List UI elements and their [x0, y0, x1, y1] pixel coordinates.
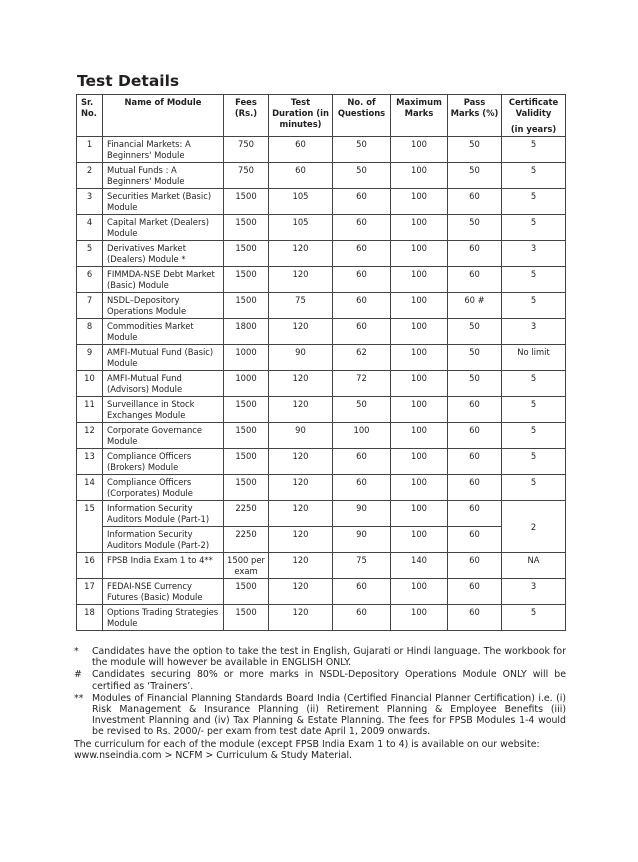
cell-fees: 1500 per exam — [224, 553, 269, 579]
cell-validity: No limit — [502, 345, 566, 371]
cell-fees: 1500 — [224, 267, 269, 293]
cell-duration: 120 — [269, 579, 333, 605]
cell-sr: 12 — [77, 423, 103, 449]
cell-pass: 50 — [448, 163, 502, 189]
cell-questions: 60 — [333, 319, 391, 345]
cell-fees: 1000 — [224, 371, 269, 397]
cell-questions: 100 — [333, 423, 391, 449]
cell-fees: 1500 — [224, 397, 269, 423]
cell-name: Compliance Officers (Brokers) Module — [103, 449, 224, 475]
header-max-marks: Maximum Marks — [391, 95, 448, 137]
cell-name: Options Trading Strategies Module — [103, 605, 224, 631]
cell-max: 100 — [391, 423, 448, 449]
cell-questions: 60 — [333, 605, 391, 631]
cell-duration: 120 — [269, 449, 333, 475]
cell-validity: 5 — [502, 605, 566, 631]
cell-duration: 120 — [269, 501, 333, 527]
cell-validity: 3 — [502, 319, 566, 345]
table-row — [77, 189, 566, 215]
cell-duration: 120 — [269, 319, 333, 345]
cell-max: 100 — [391, 267, 448, 293]
cell-sr: 3 — [77, 189, 103, 215]
cell-validity: 5 — [502, 423, 566, 449]
cell-sr: 5 — [77, 241, 103, 267]
cell-questions: 50 — [333, 137, 391, 163]
cell-questions: 60 — [333, 267, 391, 293]
cell-pass: 60 — [448, 241, 502, 267]
table-row — [77, 163, 566, 189]
cell-name: Mutual Funds : A Beginners' Module — [103, 163, 224, 189]
cell-max: 100 — [391, 501, 448, 527]
cell-validity: 2 — [502, 501, 566, 553]
cell-fees: 1500 — [224, 241, 269, 267]
cell-name: FEDAI-NSE Currency Futures (Basic) Module — [103, 579, 224, 605]
cell-validity: NA — [502, 553, 566, 579]
note-text: Candidates have the option to take the test in English, Gujarati or Hindi language. The workbook for the module will however be available in ENGLISH ONLY. — [92, 646, 566, 669]
note-asterisk — [74, 646, 566, 668]
header-row — [77, 95, 566, 137]
cell-questions: 60 — [333, 449, 391, 475]
cell-questions: 60 — [333, 241, 391, 267]
note-mark: ** — [74, 692, 84, 704]
cell-max: 100 — [391, 319, 448, 345]
header-questions: No. of Questions — [333, 95, 391, 137]
cell-max: 100 — [391, 163, 448, 189]
table-row — [77, 319, 566, 345]
cell-max: 100 — [391, 579, 448, 605]
cell-name: Securities Market (Basic) Module — [103, 189, 224, 215]
cell-sr: 18 — [77, 605, 103, 631]
table-row — [77, 501, 566, 527]
cell-validity: 3 — [502, 579, 566, 605]
cell-fees: 1500 — [224, 605, 269, 631]
cell-duration: 120 — [269, 605, 333, 631]
cell-sr: 2 — [77, 163, 103, 189]
cell-pass: 60 — [448, 475, 502, 501]
cell-max: 100 — [391, 345, 448, 371]
cell-sr: 1 — [77, 137, 103, 163]
table-row — [77, 345, 566, 371]
cell-name: Financial Markets: A Beginners' Module — [103, 137, 224, 163]
cell-fees: 1500 — [224, 293, 269, 319]
table-row — [77, 215, 566, 241]
table-row — [77, 527, 566, 553]
cell-pass: 60 — [448, 553, 502, 579]
cell-validity: 5 — [502, 267, 566, 293]
cell-max: 100 — [391, 397, 448, 423]
cell-duration: 120 — [269, 527, 333, 553]
cell-validity: 5 — [502, 163, 566, 189]
cell-max: 100 — [391, 189, 448, 215]
cell-max: 100 — [391, 293, 448, 319]
cell-sr: 6 — [77, 267, 103, 293]
cell-duration: 60 — [269, 163, 333, 189]
cell-pass: 60 — [448, 267, 502, 293]
notes — [74, 646, 566, 761]
header-validity-unit: (in years) — [510, 124, 557, 134]
cell-fees: 750 — [224, 137, 269, 163]
header-name: Name of Module — [103, 95, 224, 137]
cell-sr: 14 — [77, 475, 103, 501]
cell-fees: 2250 — [224, 527, 269, 553]
cell-duration: 90 — [269, 345, 333, 371]
note-text: Modules of Financial Planning Standards Board India (Certified Financial Planner Certification) i.e. (i) Risk Management & Insurance Planning (ii) Retirement Planning & Employee Benefits (iii) Investment Planning and (iv) Tax Planning & Estate Planning. The fees for FPSB Modules 1-4 would be revised to Rs. 2000/- per exam from test date April 1, 2009 onwards. — [92, 692, 566, 738]
cell-duration: 120 — [269, 267, 333, 293]
cell-fees: 1500 — [224, 215, 269, 241]
note-text: Candidates securing 80% or more marks in NSDL-Depository Operations Module ONLY will be certified as ‘Trainers’. — [92, 669, 566, 692]
note-hash — [74, 669, 566, 691]
cell-name: Corporate Governance Module — [103, 423, 224, 449]
cell-pass: 60 — [448, 579, 502, 605]
cell-max: 100 — [391, 215, 448, 241]
cell-fees: 1500 — [224, 189, 269, 215]
cell-name: Commodities Market Module — [103, 319, 224, 345]
cell-questions: 62 — [333, 345, 391, 371]
cell-max: 100 — [391, 449, 448, 475]
table-row — [77, 397, 566, 423]
cell-fees: 2250 — [224, 501, 269, 527]
cell-duration: 105 — [269, 215, 333, 241]
cell-name: Surveillance in Stock Exchanges Module — [103, 397, 224, 423]
cell-questions: 60 — [333, 475, 391, 501]
cell-questions: 90 — [333, 527, 391, 553]
header-sr: Sr. No. — [77, 95, 103, 137]
cell-duration: 120 — [269, 553, 333, 579]
cell-pass: 60 — [448, 397, 502, 423]
cell-questions: 60 — [333, 579, 391, 605]
cell-pass: 50 — [448, 345, 502, 371]
cell-sr: 11 — [77, 397, 103, 423]
cell-name: FIMMDA-NSE Debt Market (Basic) Module — [103, 267, 224, 293]
cell-validity: 5 — [502, 215, 566, 241]
table-row — [77, 553, 566, 579]
cell-pass: 60 — [448, 605, 502, 631]
table-row — [77, 371, 566, 397]
cell-pass: 50 — [448, 137, 502, 163]
cell-questions: 60 — [333, 293, 391, 319]
table-row — [77, 605, 566, 631]
cell-validity: 5 — [502, 449, 566, 475]
cell-name: Derivatives Market (Dealers) Module * — [103, 241, 224, 267]
cell-fees: 1500 — [224, 579, 269, 605]
cell-max: 140 — [391, 553, 448, 579]
cell-fees: 750 — [224, 163, 269, 189]
table-row — [77, 579, 566, 605]
cell-duration: 60 — [269, 137, 333, 163]
table-row — [77, 241, 566, 267]
cell-questions: 60 — [333, 189, 391, 215]
cell-pass: 60 — [448, 423, 502, 449]
cell-name: FPSB India Exam 1 to 4** — [103, 553, 224, 579]
table-row — [77, 449, 566, 475]
cell-questions: 72 — [333, 371, 391, 397]
cell-max: 100 — [391, 137, 448, 163]
header-validity-label: Certificate Validity — [508, 97, 559, 118]
cell-name: Information Security Auditors Module (Part-2) — [103, 527, 224, 553]
table-row — [77, 137, 566, 163]
table-row — [77, 267, 566, 293]
cell-sr: 7 — [77, 293, 103, 319]
cell-max: 100 — [391, 605, 448, 631]
cell-validity: 5 — [502, 137, 566, 163]
note-mark: # — [74, 669, 82, 681]
cell-pass: 60 — [448, 449, 502, 475]
cell-duration: 120 — [269, 475, 333, 501]
cell-validity: 5 — [502, 371, 566, 397]
cell-pass: 50 — [448, 215, 502, 241]
cell-max: 100 — [391, 475, 448, 501]
header-pass-marks: Pass Marks (%) — [448, 95, 502, 137]
cell-sr: 8 — [77, 319, 103, 345]
cell-sr: 4 — [77, 215, 103, 241]
cell-name: Information Security Auditors Module (Part-1) — [103, 501, 224, 527]
cell-name: AMFI-Mutual Fund (Basic) Module — [103, 345, 224, 371]
cell-sr: 16 — [77, 553, 103, 579]
cell-max: 100 — [391, 527, 448, 553]
cell-questions: 60 — [333, 215, 391, 241]
cell-questions: 50 — [333, 397, 391, 423]
cell-max: 100 — [391, 371, 448, 397]
cell-questions: 50 — [333, 163, 391, 189]
cell-sr: 9 — [77, 345, 103, 371]
table-row — [77, 293, 566, 319]
cell-duration: 120 — [269, 241, 333, 267]
cell-pass: 50 — [448, 371, 502, 397]
cell-name: Capital Market (Dealers) Module — [103, 215, 224, 241]
cell-pass: 50 — [448, 319, 502, 345]
cell-name: Compliance Officers (Corporates) Module — [103, 475, 224, 501]
cell-fees: 1800 — [224, 319, 269, 345]
table-row — [77, 423, 566, 449]
cell-questions: 90 — [333, 501, 391, 527]
note-mark: * — [74, 646, 79, 657]
cell-duration: 105 — [269, 189, 333, 215]
header-fees: Fees (Rs.) — [224, 95, 269, 137]
cell-name: AMFI-Mutual Fund (Advisors) Module — [103, 371, 224, 397]
cell-duration: 75 — [269, 293, 333, 319]
footer-line-2: www.nseindia.com > NCFM > Curriculum & Study Material. — [74, 749, 353, 761]
cell-validity: 5 — [502, 475, 566, 501]
cell-validity: 5 — [502, 189, 566, 215]
cell-max: 100 — [391, 241, 448, 267]
cell-sr: 13 — [77, 449, 103, 475]
cell-validity: 5 — [502, 293, 566, 319]
page-title: Test Details — [77, 72, 180, 90]
cell-pass: 60 — [448, 189, 502, 215]
cell-fees: 1500 — [224, 449, 269, 475]
cell-fees: 1500 — [224, 423, 269, 449]
header-validity — [502, 95, 566, 137]
cell-pass: 60 # — [448, 293, 502, 319]
cell-sr: 17 — [77, 579, 103, 605]
cell-validity: 5 — [502, 397, 566, 423]
footer-line-1: The curriculum for each of the module (except FPSB India Exam 1 to 4) is available on our website: — [74, 738, 540, 750]
cell-fees: 1500 — [224, 475, 269, 501]
cell-duration: 90 — [269, 423, 333, 449]
cell-fees: 1000 — [224, 345, 269, 371]
test-details-table — [76, 94, 566, 631]
cell-duration: 120 — [269, 371, 333, 397]
header-duration: Test Duration (in minutes) — [269, 95, 333, 137]
cell-pass: 60 — [448, 527, 502, 553]
cell-name: NSDL–Depository Operations Module — [103, 293, 224, 319]
cell-questions: 75 — [333, 553, 391, 579]
cell-sr: 15 — [77, 501, 103, 553]
cell-sr: 10 — [77, 371, 103, 397]
cell-validity: 3 — [502, 241, 566, 267]
cell-pass: 60 — [448, 501, 502, 527]
note-double-asterisk — [74, 693, 566, 738]
cell-duration: 120 — [269, 397, 333, 423]
table-row — [77, 475, 566, 501]
